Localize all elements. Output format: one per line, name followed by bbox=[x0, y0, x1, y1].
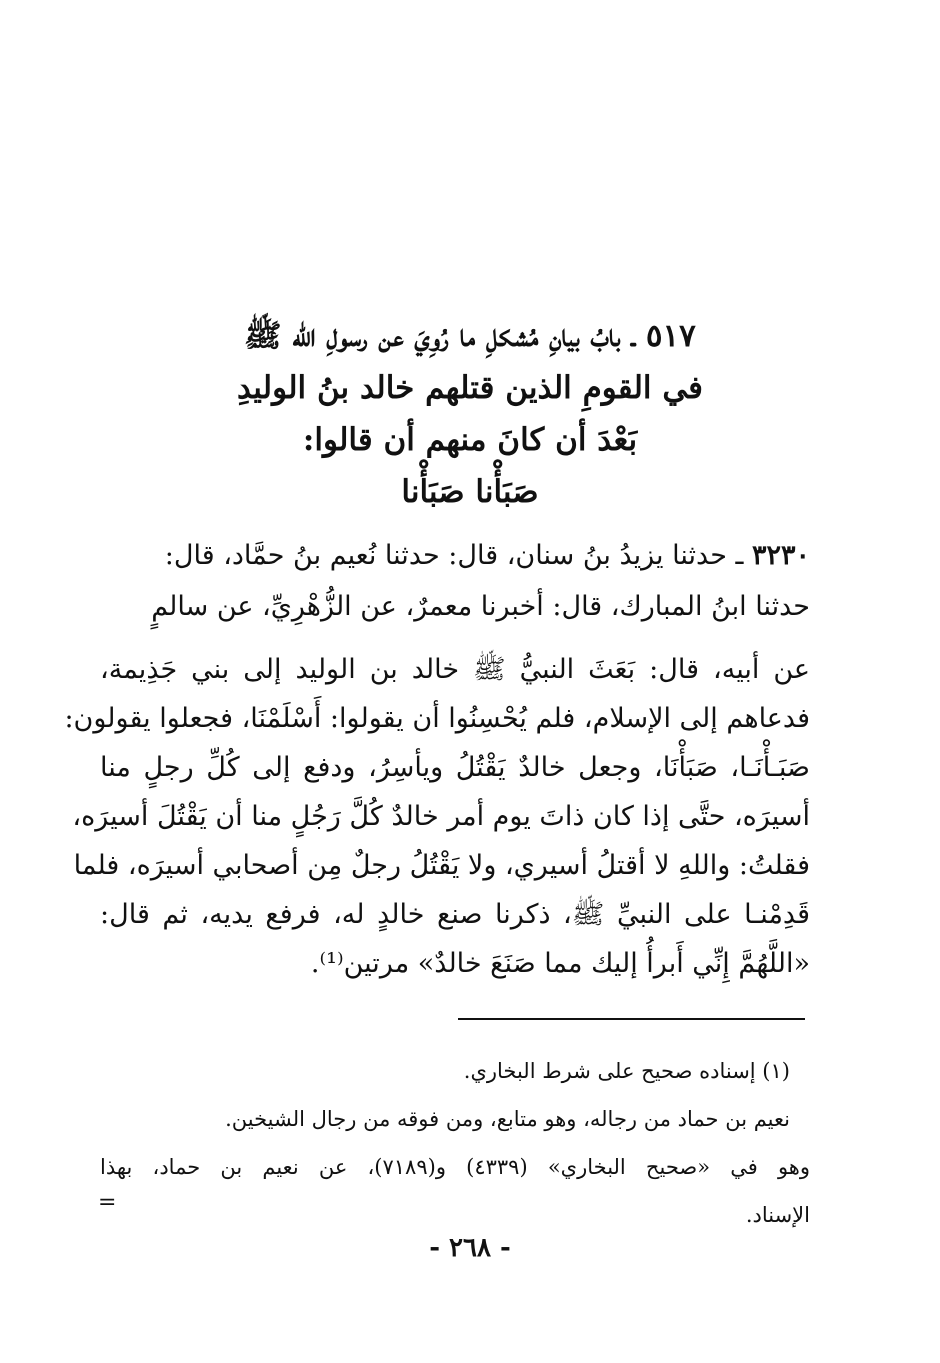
hadith-number: ٣٢٣٠ bbox=[751, 540, 810, 571]
footnotes bbox=[100, 1047, 810, 1239]
footnote-1-source: وهو في «صحيح البخاري» (٤٣٣٩) و(٧١٨٩)، عن نعيم بن حماد، بهذا bbox=[100, 1155, 811, 1179]
hadith-isnad bbox=[100, 530, 810, 632]
hadith-text-line: أسيرَه، حتَّى إذا كان ذاتَ يوم أمر خالدٌ كُلَّ رَجُلٍ منا أن يَقْتُلَ أسيرَه، bbox=[72, 801, 810, 832]
footnote-continuation-mark: = bbox=[98, 1190, 117, 1215]
hadith-text-line: صَبَـأْنَـا، صَبَأْنَا، وجعل خالدٌ يَقْتُلُ ويأسِرُ، ودفع إلى كُلِّ رجلٍ منا bbox=[100, 752, 810, 783]
chapter-title-line-3: بَعْدَ أن كانَ منهم أن قالوا: bbox=[302, 422, 638, 458]
hadith-text-line: فقلتُ: واللهِ لا أقتلُ أسيري، ولا يَقْتُلُ رجلٌ مِن أصحابي أسيرَه، فلما bbox=[73, 850, 810, 881]
chapter-title-line-1: ٥١٧ ـ بابُ بيانِ مُشكلِ ما رُوِيَ عن رسولِ الله ﷺ bbox=[244, 318, 696, 354]
hadith-text-line: «اللَّهُمَّ إِنِّي أَبرأُ إليك مما صَنَعَ خالدٌ» مرتين⁽¹⁾. bbox=[310, 948, 810, 979]
chapter-heading bbox=[150, 310, 790, 518]
footnote-separator bbox=[458, 1018, 805, 1020]
chapter-title-line-4: صَبَأْنا صَبَأْنا bbox=[401, 474, 539, 510]
footnote-1: (١) إسناده صحيح على شرط البخاري. bbox=[463, 1059, 790, 1083]
hadith-text-line: قَدِمْنـا على النبيِّ ﷺ، ذكرنا صنع خالدٍ له، فرفع يديه، ثم قال: bbox=[100, 899, 810, 930]
footnote-1-note: نعيم بن حماد من رجاله، وهو متابع، ومن فوقه من رجال الشيخين. bbox=[225, 1107, 790, 1131]
isnad-line-1 bbox=[100, 530, 810, 581]
footnote-1-source-end: الإسناد. bbox=[745, 1203, 810, 1227]
isnad-line-1-text: ـ حدثنا يزيدُ بنُ سنان، قال: حدثنا نُعيم بنُ حمَّاد، قال: bbox=[164, 540, 752, 571]
hadith-text bbox=[64, 645, 810, 988]
page-number: - ٢٦٨ - bbox=[429, 1233, 511, 1263]
chapter-title-line-2: في القومِ الذين قتلهم خالد بنُ الوليدِ bbox=[237, 370, 703, 406]
isnad-line-2: حدثنا ابنُ المبارك، قال: أخبرنا معمرٌ، عن الزُّهْرِيِّ، عن سالمٍ bbox=[151, 591, 810, 622]
hadith-text-line: فدعاهم إلى الإسلام، فلم يُحْسِنُوا أن يقولوا: أَسْلَمْنَا، فجعلوا يقولون: bbox=[64, 703, 810, 734]
hadith-text-line: عن أبيه، قال: بَعَثَ النبيُّ ﷺ خالد بن الوليد إلى بني جَذِيمة، bbox=[100, 654, 810, 685]
